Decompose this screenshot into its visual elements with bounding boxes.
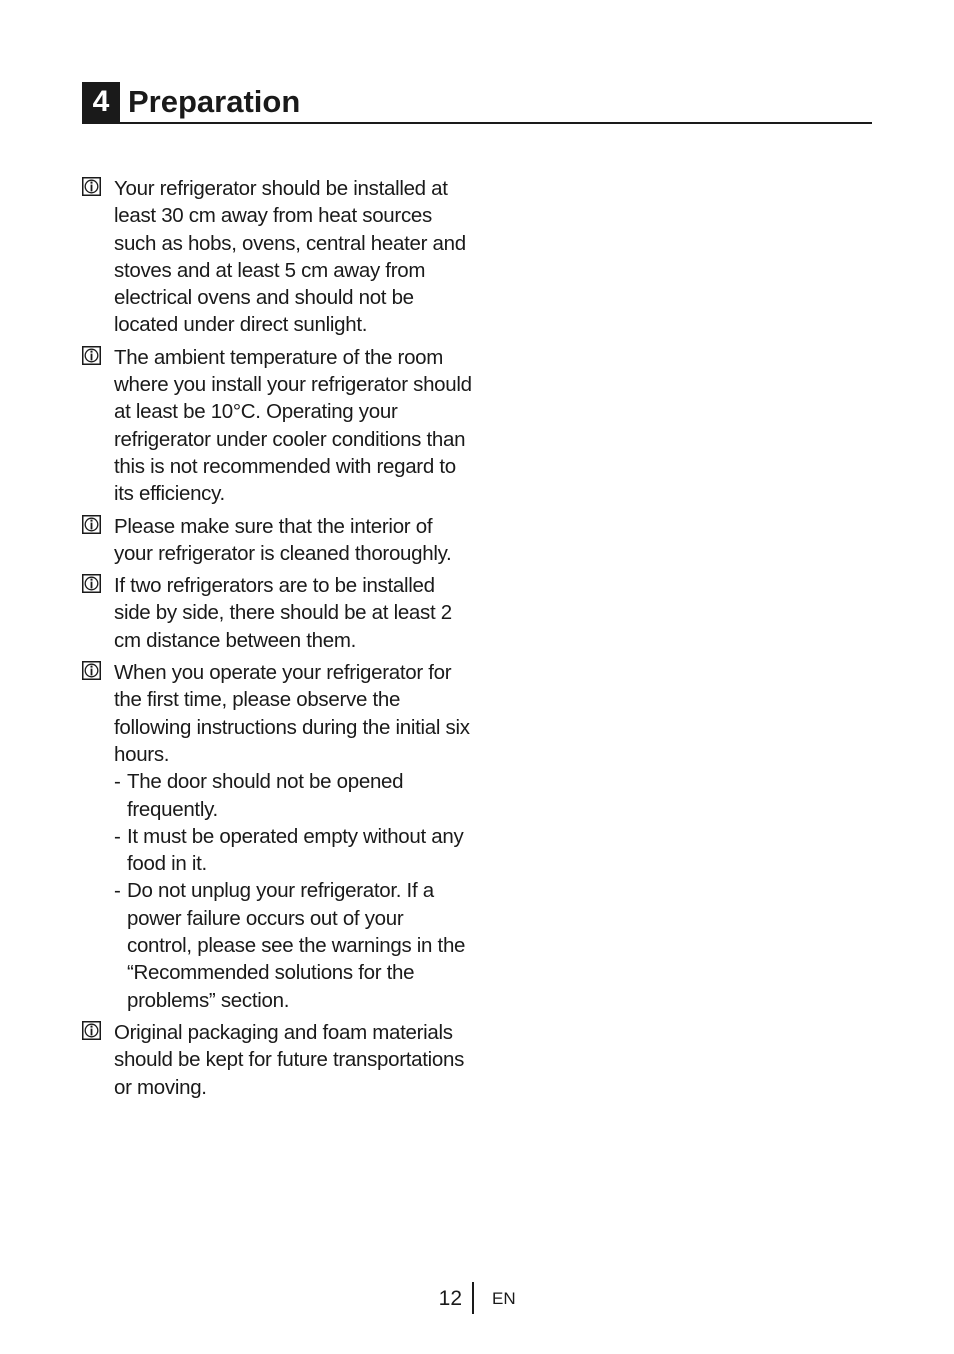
note-item [82,659,472,1014]
sub-list-item-text: Do not unplug your refrigerator. If a power failure occurs out of your control, please see the warnings in the “Recommended solutions for the problems” section. [127,879,466,1012]
info-icon [82,574,101,593]
note-item [82,572,472,654]
note-text: The ambient temperature of the room where you install your refrigerator should at least be 10°C. Operating your refrigerator under cooler conditions than this is not recommended with regard to its efficiency. [114,345,472,506]
sub-list-item-text: It must be operated empty without any food in it. [127,824,464,876]
page-number: 12 [438,1287,462,1310]
sub-list-item [114,768,472,823]
sub-list [114,768,472,1014]
section-header [82,82,872,124]
note-text: Your refrigerator should be installed at least 30 cm away from heat sources such as hobs, ovens, central heater and stoves and at least 5 cm away from electrical ovens and should not be located under direct sunlight. [114,177,466,337]
section-title: Preparation [128,84,301,119]
sub-list-item-text: The door should not be opened frequently. [127,770,404,821]
info-icon [82,177,101,196]
dash-bullet: - [114,824,121,848]
note-text: If two refrigerators are to be installed side by side, there should be at least 2 cm distance between them. [114,574,452,652]
dash-bullet: - [114,770,121,794]
note-text: When you operate your refrigerator for the first time, please observe the following instructions during the initial six hours. [114,661,470,766]
note-text: Original packaging and foam materials should be kept for future transportations or moving. [114,1020,465,1099]
sub-list-item [114,823,472,878]
info-icon [82,661,101,680]
note-item [82,344,472,508]
note-item [82,513,472,568]
language-code: EN [492,1289,516,1308]
section-number: 4 [82,82,120,122]
page-footer [0,1282,954,1316]
info-icon [82,346,101,365]
info-icon [82,1021,101,1040]
note-item [82,175,472,339]
sub-list-item [114,877,472,1013]
dash-bullet: - [114,879,121,903]
note-item [82,1019,472,1101]
notes-list [82,175,472,1106]
footer-divider [472,1282,474,1314]
info-icon [82,515,101,534]
note-text: Please make sure that the interior of your refrigerator is cleaned thoroughly. [114,514,452,565]
